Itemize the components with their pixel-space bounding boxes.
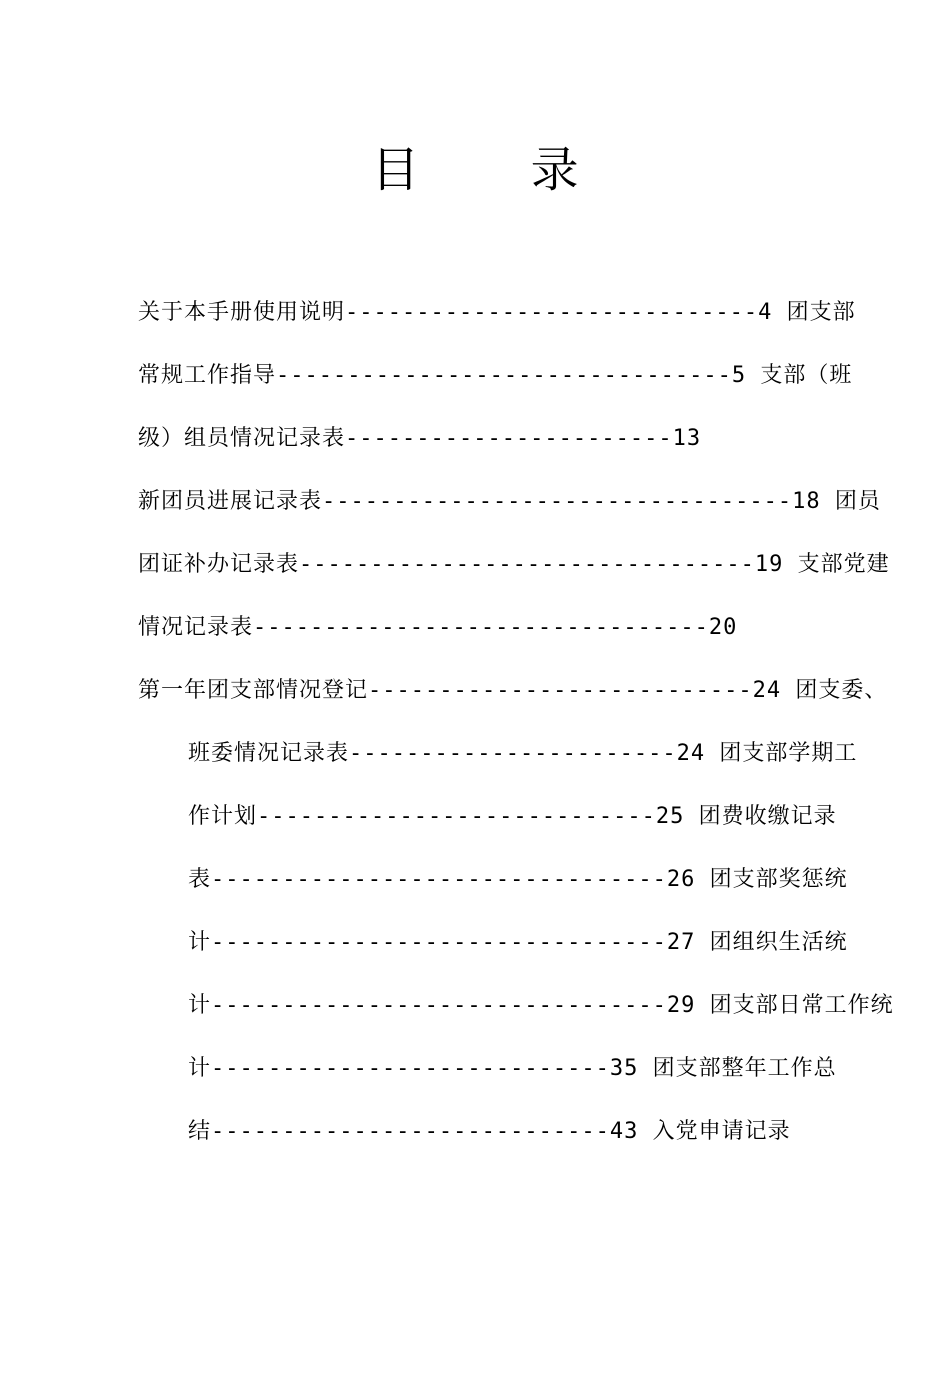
toc-line: 级）组员情况记录表-----------------------13 — [138, 426, 702, 451]
toc-line: 表--------------------------------26 团支部奖惩统 — [188, 867, 848, 892]
toc-line: 结----------------------------43 入党申请记录 — [188, 1119, 791, 1144]
toc-line: 第一年团支部情况登记---------------------------24 团支委、 — [138, 678, 888, 703]
toc-line: 计----------------------------35 团支部整年工作总 — [188, 1056, 837, 1081]
toc-line: 计--------------------------------27 团组织生活统 — [188, 930, 848, 955]
toc-line: 团证补办记录表--------------------------------19 支部党建 — [138, 552, 890, 577]
toc-line: 新团员进展记录表---------------------------------18 团员 — [138, 489, 881, 514]
toc-line: 情况记录表--------------------------------20 — [138, 615, 738, 640]
page-title: 目 录 — [371, 142, 627, 198]
toc-line: 关于本手册使用说明-----------------------------4 团支部 — [138, 300, 856, 325]
toc-line: 常规工作指导--------------------------------5 支部（班 — [138, 363, 853, 388]
toc-line: 班委情况记录表-----------------------24 团支部学期工 — [188, 741, 858, 766]
toc-line: 作计划----------------------------25 团费收缴记录 — [188, 804, 837, 829]
toc-line: 计--------------------------------29 团支部日常工作统 — [188, 993, 894, 1018]
